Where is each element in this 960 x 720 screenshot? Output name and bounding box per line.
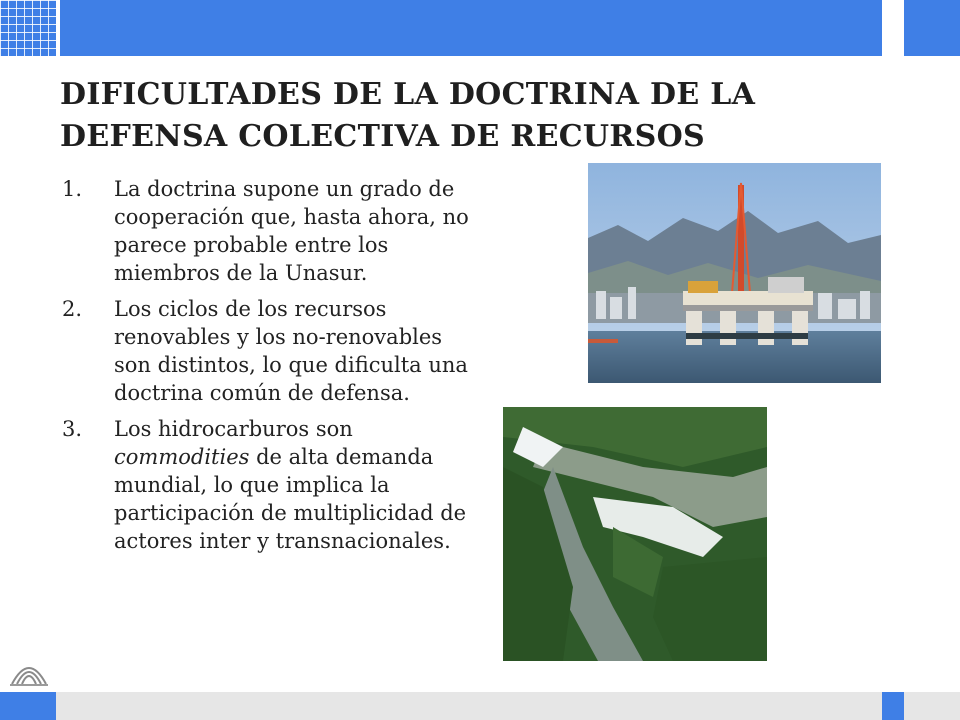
list-item-number: 3. xyxy=(62,417,83,441)
list-item-text: La doctrina supone un grado de cooperación que, hasta ahora, no parece probable entre los miembros de la Unasur. xyxy=(114,177,469,285)
header-bar xyxy=(60,0,882,56)
list-item-text-start: Los hidrocarburos son xyxy=(114,417,353,441)
header-corner-block xyxy=(904,0,960,56)
list-item-number: 1. xyxy=(62,177,83,201)
footer-right-block xyxy=(882,692,904,720)
header-gap xyxy=(882,0,904,56)
waterfalls-aerial-photo xyxy=(503,407,767,661)
list-item-number: 2. xyxy=(62,297,83,321)
list-item-emphasis: commodities xyxy=(114,445,250,469)
list-item-text: Los ciclos de los recursos renovables y los no-renovables son distintos, lo que dificulta una doctrina común de defensa. xyxy=(114,297,468,405)
list-item-text xyxy=(114,417,466,553)
list-item xyxy=(62,415,482,555)
list-item-text-end: de alta demanda mundial, lo que implica la participación de multiplicidad de actores inter y transnacionales. xyxy=(114,445,467,553)
oil-platform-photo xyxy=(588,163,881,383)
slide-title-line-2: DEFENSA COLECTIVA DE RECURSOS xyxy=(60,119,705,154)
slide-title xyxy=(60,74,860,158)
list-item xyxy=(62,295,482,407)
university-logo xyxy=(10,656,48,688)
slide-title-line-1: DIFICULTADES DE LA DOCTRINA DE LA xyxy=(60,77,756,112)
grid-decoration xyxy=(0,0,56,56)
list-item xyxy=(62,175,482,287)
numbered-list xyxy=(62,175,482,563)
footer-bar xyxy=(0,692,960,720)
footer-left-block xyxy=(0,692,56,720)
